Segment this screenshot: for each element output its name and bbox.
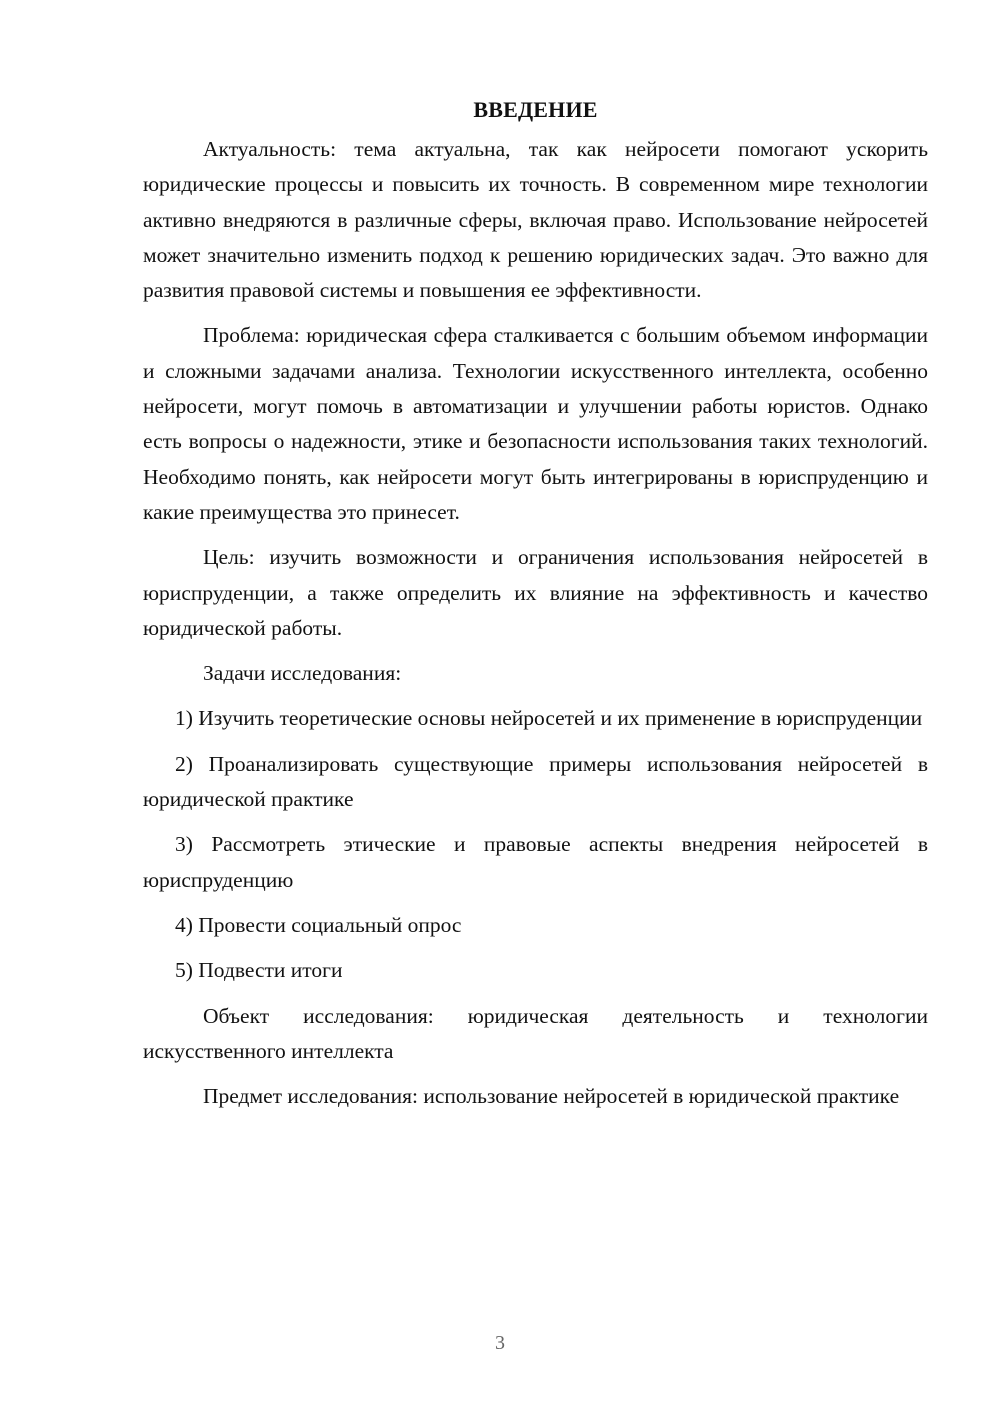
section-title: ВВЕДЕНИЕ — [473, 97, 598, 122]
task-item-1: 1) Изучить теоретические основы нейросетей и их применение в юриспруденции — [175, 706, 923, 731]
page-number: 3 — [495, 1332, 505, 1354]
task-item-2: 2) Проанализировать существующие примеры использования нейросетей в юридической практике — [143, 751, 928, 812]
tasks-heading: Задачи исследования: — [203, 661, 402, 686]
task-item-4: 4) Провести социальный опрос — [175, 912, 462, 937]
relevance-paragraph: Актуальность: тема актуальна, так как нейросети помогают ускорить юридические процессы и повысить их точность. В современном мире технологии активно внедряются в различные сферы, включая право. Использование нейросетей может значительно изменить подход к решению юридических задач. Это важно для развития правовой системы и повышения ее эффективности. — [143, 137, 928, 303]
page-content — [143, 92, 928, 1124]
task-item-3: 3) Рассмотреть этические и правовые аспекты внедрения нейросетей в юриспруденцию — [143, 832, 928, 892]
object-paragraph: Объект исследования: юридическая деятельность и технологии искусственного интеллекта — [143, 1003, 928, 1063]
problem-paragraph: Проблема: юридическая сфера сталкивается с большим объемом информации и сложными задачами анализа. Технологии искусственного интеллекта, особенно нейросети, могут помочь в автоматизации и улучшении работы юристов. Однако есть вопросы о надежности, этике и безопасности использования таких технологий. Необходимо понять, как нейросети могут быть интегрированы в юриспруденцию и какие преимущества это принесет. — [143, 323, 928, 524]
subject-paragraph: Предмет исследования: использование нейросетей в юридической практике — [203, 1084, 900, 1109]
task-item-5: 5) Подвести итоги — [175, 958, 343, 983]
goal-paragraph: Цель: изучить возможности и ограничения использования нейросетей в юриспруденции, а также определить их влияние на эффективность и качество юридической работы. — [143, 545, 928, 640]
